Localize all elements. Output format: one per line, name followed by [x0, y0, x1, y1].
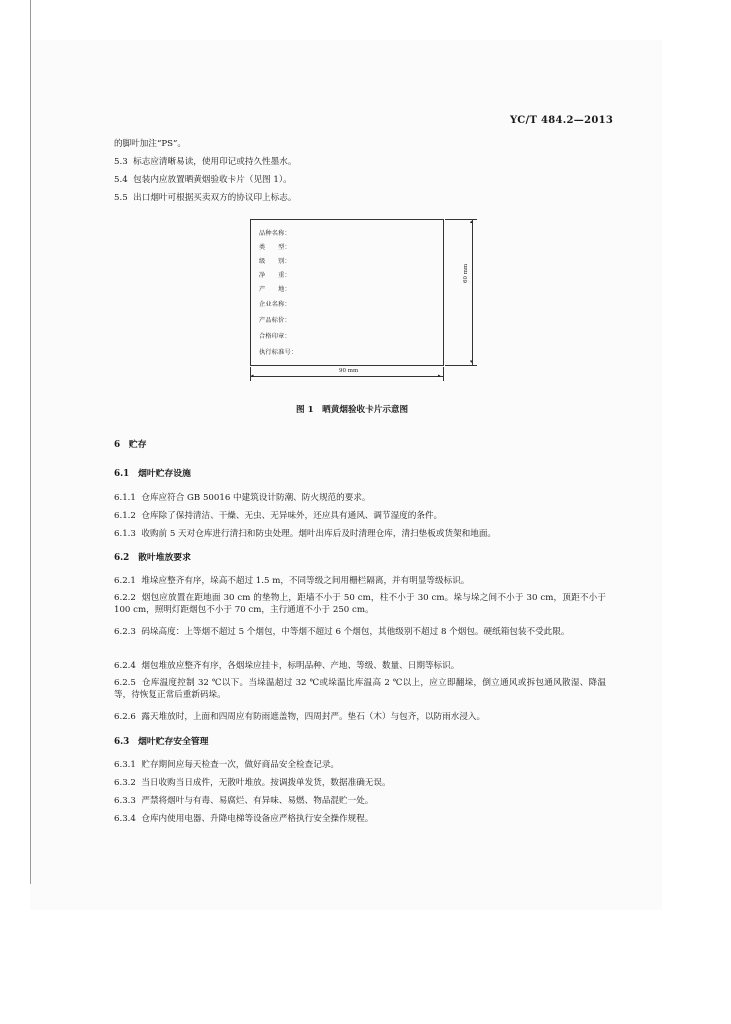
- clause-number: 5.5: [114, 193, 128, 203]
- clause-number: 6.2.6: [114, 712, 136, 722]
- arrow-up-icon: ▴: [470, 219, 473, 225]
- clause-text: 露天堆放时，上面和四周应有防雨遮盖物，四周封严。垫石（木）与包齐，以防雨水浸入。: [141, 712, 486, 722]
- clause-text: 严禁将烟叶与有毒、易腐烂、有异味、易燃、物品混贮一处。: [141, 796, 374, 806]
- card-field-company: 企业名称：: [259, 301, 291, 308]
- section-6-title: 6 贮存: [114, 440, 147, 450]
- card-field-net-weight: 净 重：: [259, 272, 291, 279]
- card-field-grade: 级 别：: [259, 258, 291, 265]
- clause-number: 6.2.3: [114, 627, 136, 637]
- width-label: 90 mm: [339, 368, 359, 374]
- figure-caption: 图 1 晒黄烟验收卡片示意图: [296, 405, 409, 415]
- clause-5-4: [114, 174, 292, 186]
- width-dimension-line: [251, 373, 443, 379]
- arrow-down-icon: ▾: [470, 359, 473, 365]
- card-field-price: 产品标价：: [259, 317, 291, 324]
- clause-text: 标志应清晰易读，使用印记或持久性墨水。: [133, 157, 297, 167]
- clause-number: 6.3.3: [114, 796, 136, 806]
- clause-number: 6.2.1: [114, 576, 136, 586]
- clause-number: 6.3.4: [114, 814, 136, 824]
- clause-5-5: [114, 192, 296, 204]
- clause-6-3-1: [114, 759, 339, 771]
- card-field-origin: 产 地：: [259, 286, 291, 293]
- clause-text: 出口烟叶可根据买卖双方的协议印上标志。: [133, 193, 297, 203]
- clause-number: 6.1.3: [114, 529, 136, 539]
- standard-number: YC/T 484.2—2013: [510, 115, 614, 126]
- paragraph-continuation: 的脚叶加注“PS”。: [114, 139, 187, 149]
- height-dimension-line: [472, 220, 473, 365]
- arrow-right-icon: ▸: [438, 373, 441, 379]
- clause-text: 烟包应放置在距地面 30 cm 的垫物上，距墙不小于 50 cm，柱不小于 30 cm。垛与垛之间不小于 30 cm，顶距不小于 100 cm，照明灯距烟包不小于 70 cm，主行通道不小于 250 cm。: [114, 593, 606, 615]
- clause-text: 包装内应放置晒黄烟验收卡片（见图 1）。: [133, 175, 292, 185]
- clause-number: 6.2.5: [114, 678, 136, 688]
- height-extension-bottom: [445, 365, 477, 366]
- clause-text: 码垛高度：上等烟不超过 5 个烟包，中等烟不超过 6 个烟包，其他级别不超过 8 个烟包。硬纸箱包装不受此限。: [141, 627, 570, 637]
- clause-text: 仓库应符合 GB 50016 中建筑设计防潮、防火规范的要求。: [141, 493, 371, 503]
- clause-number: 6.1.2: [114, 511, 136, 521]
- section-6-3-title: 6.3 烟叶贮存安全管理: [114, 737, 209, 747]
- clause-6-3-2: [114, 777, 391, 789]
- arrow-left-icon: ◂: [251, 373, 254, 379]
- clause-text: 烟包堆放应整齐有序，各烟垛应挂卡，标明品种、产地、等级、数量、日期等标识。: [141, 661, 460, 671]
- clause-6-2-1: [114, 575, 469, 587]
- clause-6-2-6: [114, 711, 485, 723]
- clause-text: 仓库温度控制 32 ℃以下。当垛温超过 32 ℃或垛温比库温高 2 ℃以上，应立即翻垛，倒立通风或拆包通风散湿、降温等，待恢复正常后重新码垛。: [114, 678, 606, 700]
- clause-6-1-1: [114, 492, 371, 504]
- section-6-2-title: 6.2 散叶堆放要求: [114, 553, 191, 563]
- section-6-1-title: 6.1 烟叶贮存设施: [114, 469, 191, 479]
- clause-6-2-5: [114, 677, 606, 701]
- clause-6-1-3: [114, 528, 496, 540]
- clause-number: 6.2.4: [114, 661, 136, 671]
- clause-text: 当日收购当日成件，无散叶堆放。按调拨单发货，数据准确无误。: [141, 778, 391, 788]
- clause-6-2-3: [114, 626, 606, 638]
- card-field-type: 类 型：: [259, 244, 291, 251]
- clause-text: 仓库内使用电器、升降电梯等设备应严格执行安全操作规程。: [141, 814, 374, 824]
- clause-text: 收购前 5 天对仓库进行清扫和防虫处理。烟叶出库后及时清理仓库，清扫垫板或货架和地面。: [141, 529, 497, 539]
- clause-5-3: [114, 156, 296, 168]
- card-field-standard: 执行标准号：: [259, 349, 298, 356]
- card-field-seal: 合格印章：: [259, 333, 291, 340]
- clause-6-3-4: [114, 813, 373, 825]
- clause-6-2-2: [114, 592, 606, 616]
- clause-number: 6.1.1: [114, 493, 136, 503]
- clause-text: 堆垛应整齐有序，垛高不超过 1.5 m，不同等级之间用栅栏隔离，并有明显等级标识。: [141, 576, 470, 586]
- clause-text: 仓库除了保持清洁、干燥、无虫、无异味外，还应具有通风、调节湿度的条件。: [141, 511, 443, 521]
- card-field-variety: 品种名称：: [259, 230, 291, 237]
- width-extension-right: [443, 367, 444, 381]
- clause-number: 6.3.2: [114, 778, 136, 788]
- height-label: 60 mm: [463, 263, 469, 283]
- clause-number: 6.3.1: [114, 760, 136, 770]
- clause-text: 贮存期间应每天检查一次，做好商品安全检查记录。: [141, 760, 340, 770]
- clause-6-2-4: [114, 660, 459, 672]
- page-edge-line: [30, 0, 31, 884]
- clause-6-3-3: [114, 795, 373, 807]
- clause-6-1-2: [114, 510, 442, 522]
- clause-number: 5.4: [114, 175, 128, 185]
- clause-number: 5.3: [114, 157, 128, 167]
- clause-number: 6.2.2: [114, 593, 136, 603]
